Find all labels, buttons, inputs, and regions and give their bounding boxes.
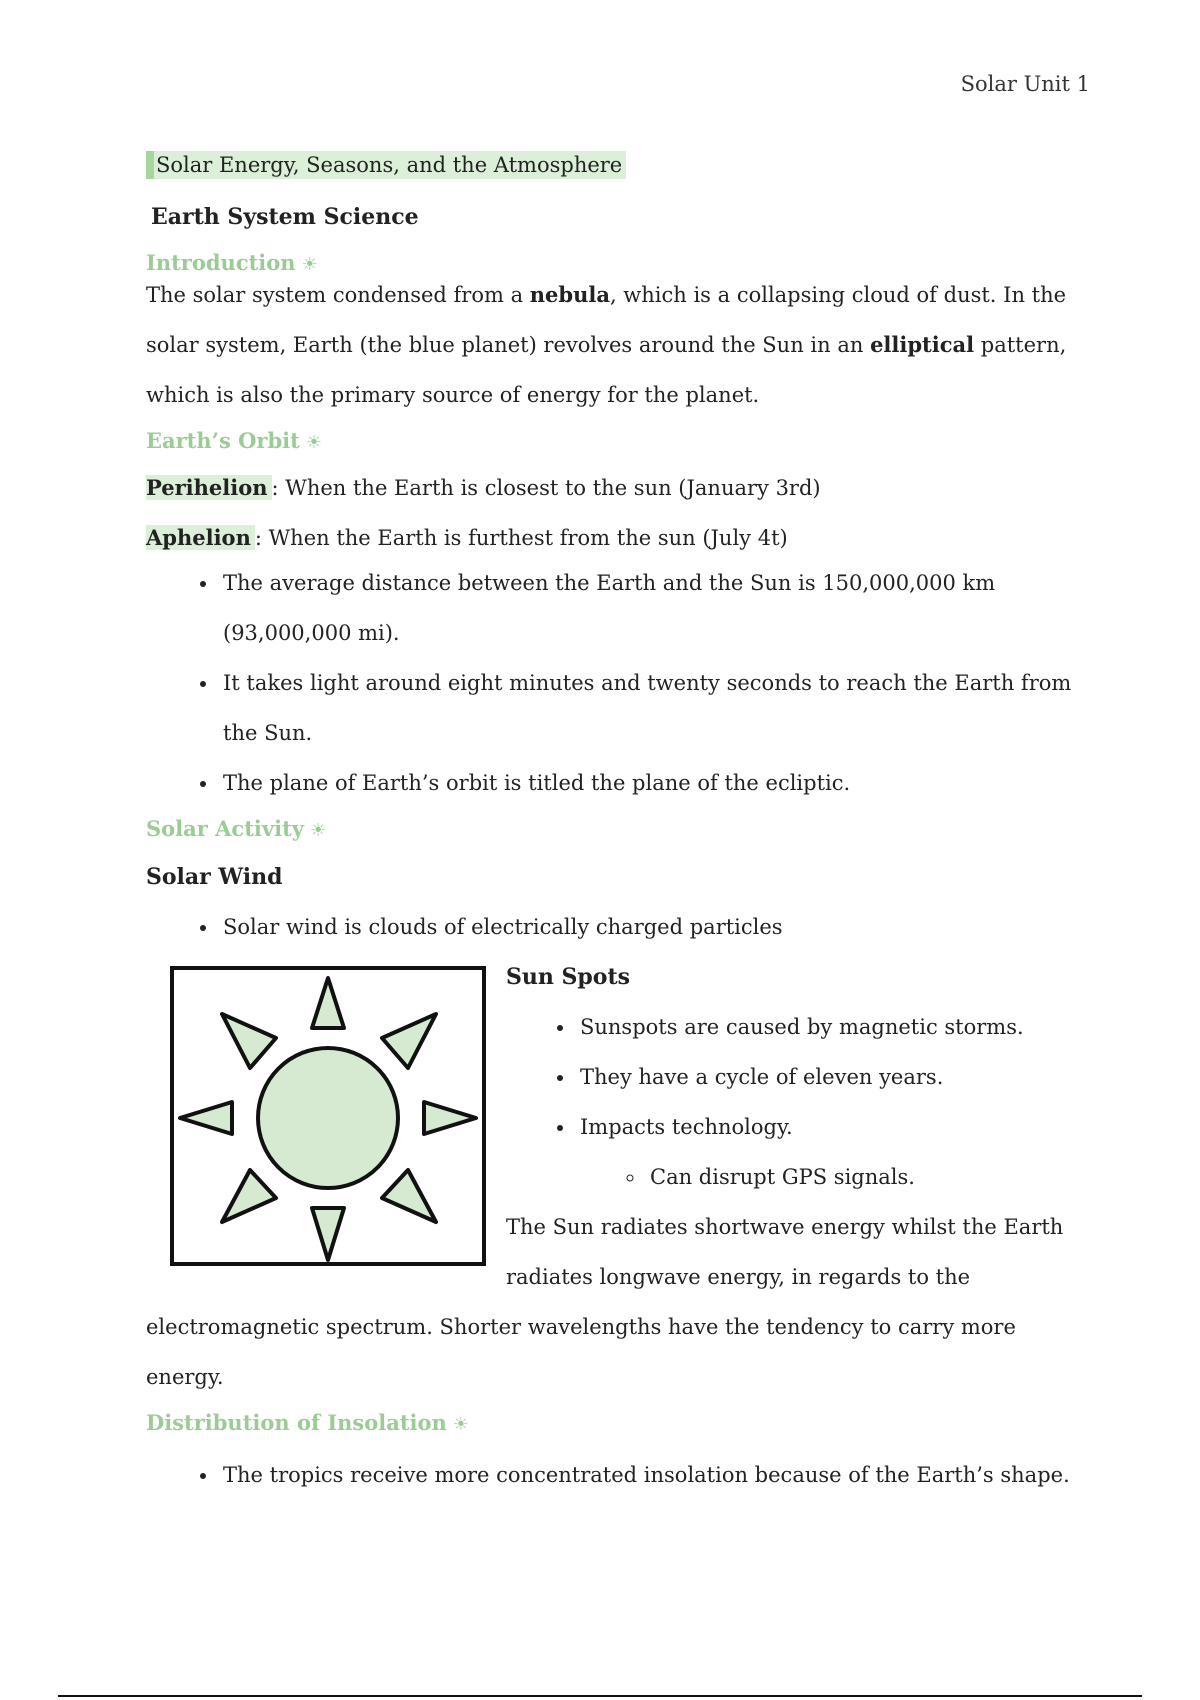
sun-disc [258,1048,398,1188]
list-item: • It takes light around eight minutes and twenty seconds to reach the Earth from the Sun. [219,658,1096,758]
document-body [146,140,1096,1500]
sun-icon: ☀ [301,254,318,275]
sun-icon: ☀ [309,820,327,841]
list-item: • Impacts technology. [576,1102,1096,1152]
list-item: • The average distance between the Earth and the Sun is 150,000,000 km (93,000,000 mi). [219,558,1096,658]
aphelion-line [146,518,1096,558]
section-heading-solar-activity [146,814,1096,846]
intro-text: , which is a collapsing cloud of dust. In the solar system, Earth (the blue planet) revolves around the Sun in an [146,283,1067,357]
perihelion-line [146,468,1096,508]
footer-rule [58,1695,1142,1697]
sun-figure [170,966,488,1266]
heading-text: Distribution of Insolation [146,1410,447,1435]
intro-paragraph [146,270,1096,420]
doc-subtitle: Earth System Science [151,204,419,230]
sun-icon: ☀ [452,1414,469,1435]
list-item: • They have a cycle of eleven years. [576,1052,1096,1102]
section-heading-insolation [146,1408,1096,1440]
solar-wind-heading: Solar Wind [146,864,283,890]
section-heading-earths-orbit [146,426,1096,458]
insolation-list [146,1450,1096,1500]
doc-title: Solar Energy, Seasons, and the Atmosphere [146,151,626,179]
list-item: • Solar wind is clouds of electrically charged particles [219,902,1096,952]
term-aphelion: Aphelion [146,525,255,550]
list-item: • The tropics receive more concentrated insolation because of the Earth’s shape. [219,1450,1096,1500]
solar-wind-list [146,902,1096,952]
heading-text: Introduction [146,250,296,275]
term-nebula: nebula [529,282,610,307]
sun-icon: ☀ [305,432,322,453]
intro-text: pattern, which is also the primary source of energy for the planet. [146,333,1067,407]
heading-text: Earth’s Orbit [146,428,300,453]
definition-text: : When the Earth is closest to the sun (January 3rd) [271,476,821,500]
heading-text: Solar Activity [146,816,304,841]
intro-text: The solar system condensed from a [146,283,530,307]
term-elliptical: elliptical [870,332,975,357]
term-perihelion: Perihelion [146,475,272,500]
sun-illustration [170,966,488,1266]
sun-spots-heading: Sun Spots [506,964,631,990]
list-item: • Sunspots are caused by magnetic storms. [576,1002,1096,1052]
page-header: Solar Unit 1 [960,72,1090,96]
list-item: • The plane of Earth’s orbit is titled the plane of the ecliptic. [219,758,1096,808]
definition-text: : When the Earth is furthest from the sun (July 4t) [254,526,788,550]
list-item: ◦ Can disrupt GPS signals. [646,1152,1096,1202]
radiation-paragraph: The Sun radiates shortwave energy whilst the Earth radiates longwave energy, in regards to the electromagnetic spectrum. Shorter wavelengths have the tendency to carry more energy. [146,1215,1064,1389]
orbit-bullet-list [146,558,1096,808]
